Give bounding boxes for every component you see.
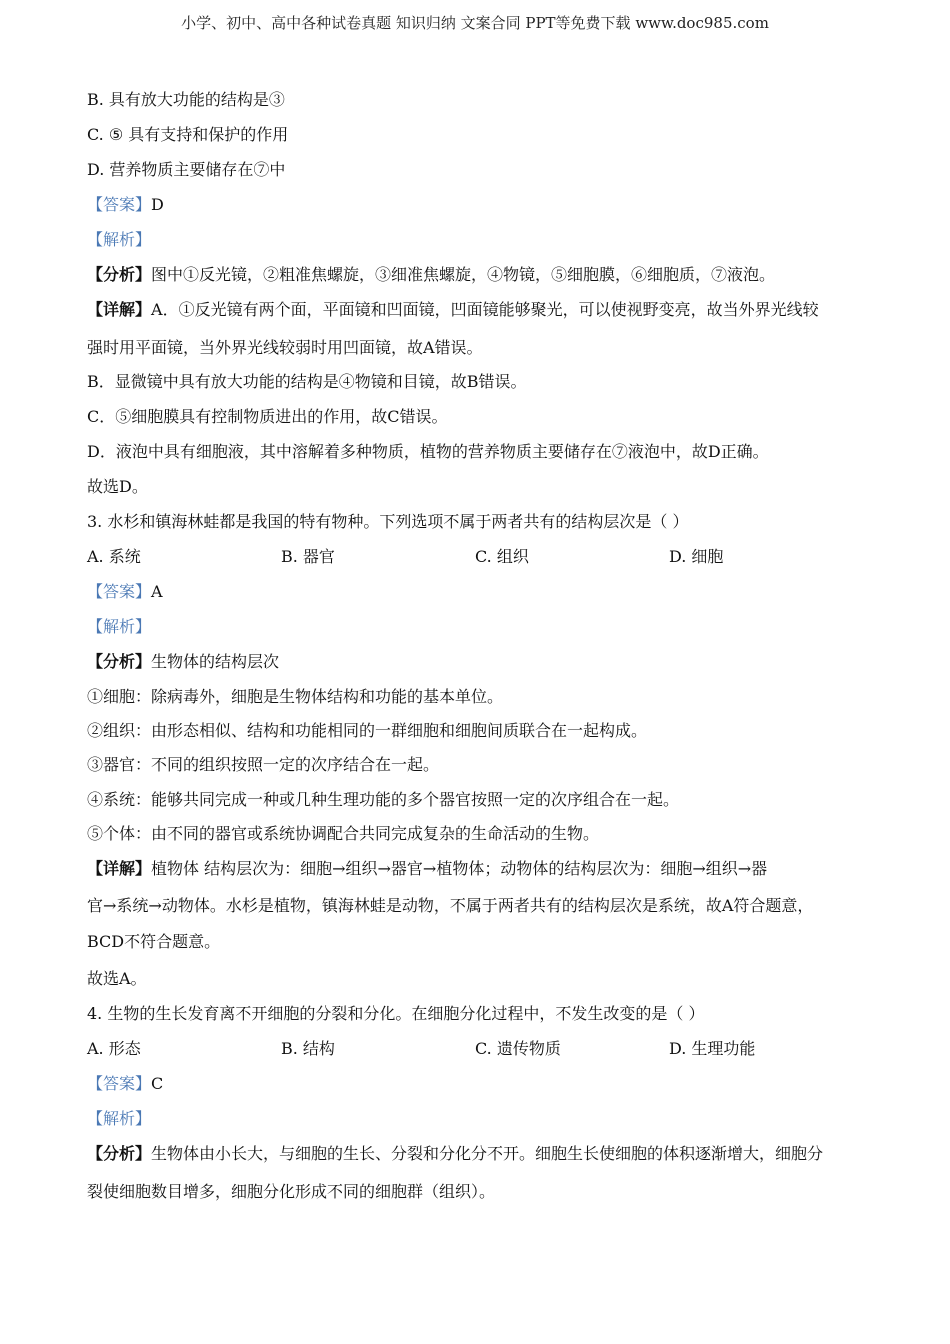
q4-answer xyxy=(87,1074,163,1094)
q3-option-a: A. 系统 xyxy=(87,547,141,566)
q2-option-d: D. 营养物质主要储存在⑦中 xyxy=(87,160,286,179)
q3-answer xyxy=(87,582,163,602)
q3-jiexi xyxy=(87,617,151,637)
q2-answer xyxy=(87,195,164,215)
jiexi-tag: 【解析】 xyxy=(87,1109,152,1128)
fenxi-tag: 【分析】 xyxy=(87,652,152,671)
q2-conclusion: 故选D。 xyxy=(87,477,148,496)
xiangjie-tag: 【详解】 xyxy=(87,300,152,319)
page-header: 小学、初中、高中各种试卷真题 知识归纳 文案合同 PPT等免费下载 www.doc985.com xyxy=(181,14,769,32)
q3-point-1: ①细胞：除病毒外，细胞是生物体结构和功能的基本单位。 xyxy=(87,687,504,706)
fenxi-tag: 【分析】 xyxy=(87,1144,152,1163)
answer-tag: 【答案】 xyxy=(87,195,152,214)
q3-stem: 3. 水杉和镇海林蛙都是我国的特有物种。下列选项不属于两者共有的结构层次是（ ） xyxy=(87,512,689,531)
q2-xiangjie-c: C．⑤细胞膜具有控制物质进出的作用，故C错误。 xyxy=(87,407,448,426)
answer-tag: 【答案】 xyxy=(87,582,152,601)
fenxi-text: 图中①反光镜，②粗准焦螺旋，③细准焦螺旋，④物镜，⑤细胞膜，⑥细胞质，⑦液泡。 xyxy=(151,265,776,284)
q3-options xyxy=(87,547,862,567)
fenxi-text: 生物体由小长大，与细胞的生长、分裂和分化分不开。细胞生长使细胞的体积逐渐增大，细胞分 xyxy=(151,1144,824,1163)
q2-jiexi xyxy=(87,230,151,250)
q3-point-2: ②组织：由形态相似、结构和功能相同的一群细胞和细胞间质联合在一起构成。 xyxy=(87,721,648,740)
q3-xiangjie-1 xyxy=(87,859,767,879)
q2-xiangjie-d: D．液泡中具有细胞液，其中溶解着多种物质，植物的营养物质主要储存在⑦液泡中，故D正确。 xyxy=(87,442,769,461)
xiangjie-text: 植物体 结构层次为：细胞→组织→器官→植物体；动物体的结构层次为：细胞→组织→器 xyxy=(151,859,768,878)
q4-jiexi xyxy=(87,1109,151,1129)
xiangjie-tag: 【详解】 xyxy=(87,859,152,878)
q4-option-b: B. 结构 xyxy=(281,1039,335,1058)
q2-xiangjie-b: B．显微镜中具有放大功能的结构是④物镜和目镜，故B错误。 xyxy=(87,372,527,391)
q2-xiangjie-a2: 强时用平面镜，当外界光线较弱时用凹面镜，故A错误。 xyxy=(87,338,483,357)
q4-options xyxy=(87,1039,862,1059)
q3-option-d: D. 细胞 xyxy=(669,547,724,566)
q3-option-c: C. 组织 xyxy=(475,547,529,566)
q3-point-4: ④系统：能够共同完成一种或几种生理功能的多个器官按照一定的次序组合在一起。 xyxy=(87,790,680,809)
xiangjie-text: A．①反光镜有两个面，平面镜和凹面镜，凹面镜能够聚光，可以使视野变亮，故当外界光线较 xyxy=(151,300,819,319)
q4-option-a: A. 形态 xyxy=(87,1039,141,1058)
q4-fenxi-1 xyxy=(87,1144,823,1164)
q3-point-5: ⑤个体：由不同的器官或系统协调配合共同完成复杂的生命活动的生物。 xyxy=(87,824,600,843)
q4-option-c: C. 遗传物质 xyxy=(475,1039,561,1058)
q2-fenxi xyxy=(87,265,775,285)
q3-fenxi xyxy=(87,652,279,672)
fenxi-text: 生物体的结构层次 xyxy=(151,652,280,671)
q3-option-b: B. 器官 xyxy=(281,547,335,566)
q3-xiangjie-2: 官→系统→动物体。水杉是植物，镇海林蛙是动物，不属于两者共有的结构层次是系统，故A符合题意， xyxy=(87,896,814,915)
q3-conclusion: 故选A。 xyxy=(87,969,147,988)
q4-fenxi-2: 裂使细胞数目增多，细胞分化形成不同的细胞群（组织）。 xyxy=(87,1182,496,1201)
answer-value: D xyxy=(151,195,164,214)
jiexi-tag: 【解析】 xyxy=(87,230,152,249)
answer-value: A xyxy=(151,582,163,601)
q4-stem: 4. 生物的生长发育离不开细胞的分裂和分化。在细胞分化过程中，不发生改变的是（ ） xyxy=(87,1004,705,1023)
jiexi-tag: 【解析】 xyxy=(87,617,152,636)
q2-option-c: C. ⑤ 具有支持和保护的作用 xyxy=(87,125,289,144)
answer-value: C xyxy=(151,1074,164,1093)
q2-option-b: B. 具有放大功能的结构是③ xyxy=(87,90,285,109)
q3-xiangjie-3: BCD不符合题意。 xyxy=(87,932,221,951)
q3-point-3: ③器官：不同的组织按照一定的次序结合在一起。 xyxy=(87,755,440,774)
fenxi-tag: 【分析】 xyxy=(87,265,152,284)
q4-option-d: D. 生理功能 xyxy=(669,1039,756,1058)
answer-tag: 【答案】 xyxy=(87,1074,152,1093)
q2-xiangjie-a1 xyxy=(87,300,819,320)
